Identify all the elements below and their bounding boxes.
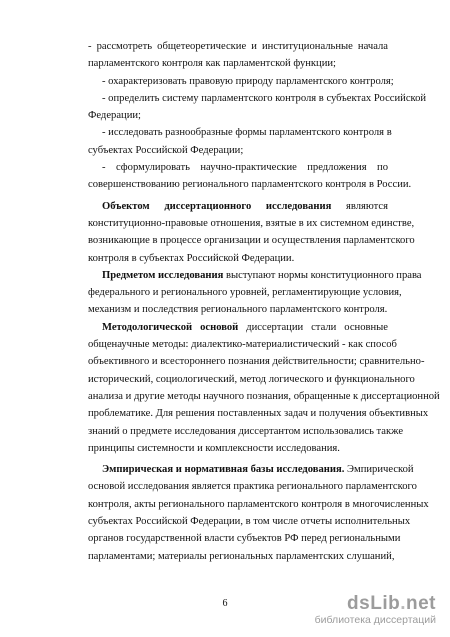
text-line bbox=[88, 38, 388, 55]
text-line bbox=[88, 405, 429, 422]
line-text: выступают нормы конституционного права bbox=[223, 269, 422, 281]
line-text: объективного и всестороннего познания действительности; сравнительно- bbox=[88, 356, 425, 368]
document-body bbox=[88, 38, 440, 565]
watermark-subtitle: библиотека диссертаций bbox=[314, 614, 436, 626]
line-text: Федерации; bbox=[88, 110, 141, 122]
text-line bbox=[88, 496, 429, 513]
text-line bbox=[88, 284, 402, 301]
text-line bbox=[88, 215, 415, 232]
line-text: механизм и последствия регионального парламентского контроля. bbox=[88, 304, 388, 316]
text-line bbox=[88, 250, 388, 267]
text-line bbox=[88, 371, 415, 388]
text-line bbox=[88, 478, 417, 495]
line-text: знаний о предмете исследования диссертантом использовались также bbox=[88, 425, 404, 437]
text-line bbox=[88, 423, 404, 440]
bold-lead: Предметом исследования bbox=[102, 269, 224, 281]
text-line bbox=[88, 176, 412, 193]
line-text: - исследовать разнообразные формы парламентского контроля в bbox=[102, 127, 392, 139]
text-line bbox=[88, 159, 388, 176]
text-line bbox=[88, 440, 388, 457]
line-text: возникающие в процессе организации и осуществления парламентского bbox=[88, 235, 415, 247]
line-text: - рассмотреть общетеоретические и институциональные начала bbox=[88, 41, 388, 52]
line-text: принципы системности и комплексности исследования. bbox=[88, 442, 340, 454]
text-line bbox=[88, 530, 401, 547]
text-line bbox=[88, 198, 388, 215]
bold-lead: Методологической основой bbox=[102, 321, 239, 333]
bold-lead: Эмпирическая и нормативная базы исследования. bbox=[102, 464, 345, 476]
text-line bbox=[88, 388, 440, 405]
line-text: федерального и регионального уровней, регламентирующие условия, bbox=[88, 287, 402, 299]
text-line bbox=[88, 336, 397, 353]
text-line bbox=[88, 319, 388, 336]
watermark-logo-left: dsLib bbox=[347, 593, 401, 614]
text-line bbox=[88, 90, 427, 107]
watermark-logo bbox=[315, 594, 436, 614]
text-line bbox=[88, 461, 414, 478]
text-line bbox=[88, 267, 422, 284]
text-line bbox=[88, 301, 388, 318]
text-line bbox=[88, 513, 411, 530]
text-line bbox=[88, 73, 394, 90]
watermark bbox=[315, 594, 436, 626]
line-text: парламентами; материалы региональных парламентских слушаний, bbox=[88, 550, 395, 562]
line-text: анализа и другие методы научного познания, обращенные к диссертационной bbox=[88, 390, 440, 402]
line-text: органов государственной власти субъектов РФ перед региональными bbox=[88, 533, 401, 545]
line-text: совершенствованию регионального парламентского контроля в России. bbox=[88, 179, 412, 191]
line-text: субъектах Российской Федерации; bbox=[88, 144, 244, 156]
line-text: - сформулировать научно-практические предложения по bbox=[102, 162, 388, 174]
line-text: субъектах Российской Федерации, в том числе отчеты исполнительных bbox=[88, 516, 411, 528]
page-number: 6 bbox=[222, 598, 228, 609]
line-text: исторический, социологический, метод логического и функционального bbox=[88, 373, 415, 385]
line-text: парламентского контроля как парламентской функции; bbox=[88, 58, 337, 70]
line-text: - охарактеризовать правовую природу парламентского контроля; bbox=[102, 75, 394, 87]
bold-lead: Объектом диссертационного исследования bbox=[102, 200, 332, 212]
watermark-logo-dot: . bbox=[400, 593, 406, 614]
line-text: Эмпирической bbox=[344, 464, 414, 476]
text-line bbox=[88, 55, 388, 72]
line-text: проблематике. Для решения поставленных задач и получения объективных bbox=[88, 408, 429, 420]
line-text: являются bbox=[331, 200, 388, 212]
text-line bbox=[88, 124, 392, 141]
line-text: диссертации стали основные bbox=[238, 321, 388, 333]
line-text: контроля, акты регионального парламентского контроля в многочисленных bbox=[88, 498, 429, 510]
text-line bbox=[88, 142, 388, 159]
line-text: контроля в субъектах Российской Федерации. bbox=[88, 252, 295, 264]
text-line bbox=[88, 353, 425, 370]
line-text: основой исследования является практика регионального парламентского bbox=[88, 481, 417, 493]
text-line bbox=[88, 232, 415, 249]
line-text: - определить систему парламентского контроля в субъектах Российской bbox=[102, 92, 427, 104]
text-line bbox=[88, 107, 388, 124]
text-line bbox=[88, 548, 395, 565]
line-text: конституционно-правовые отношения, взятые в их системном единстве, bbox=[88, 217, 415, 229]
watermark-logo-right: net bbox=[406, 593, 436, 614]
line-text: общенаучные методы: диалектико-материалистический - как способ bbox=[88, 339, 397, 351]
